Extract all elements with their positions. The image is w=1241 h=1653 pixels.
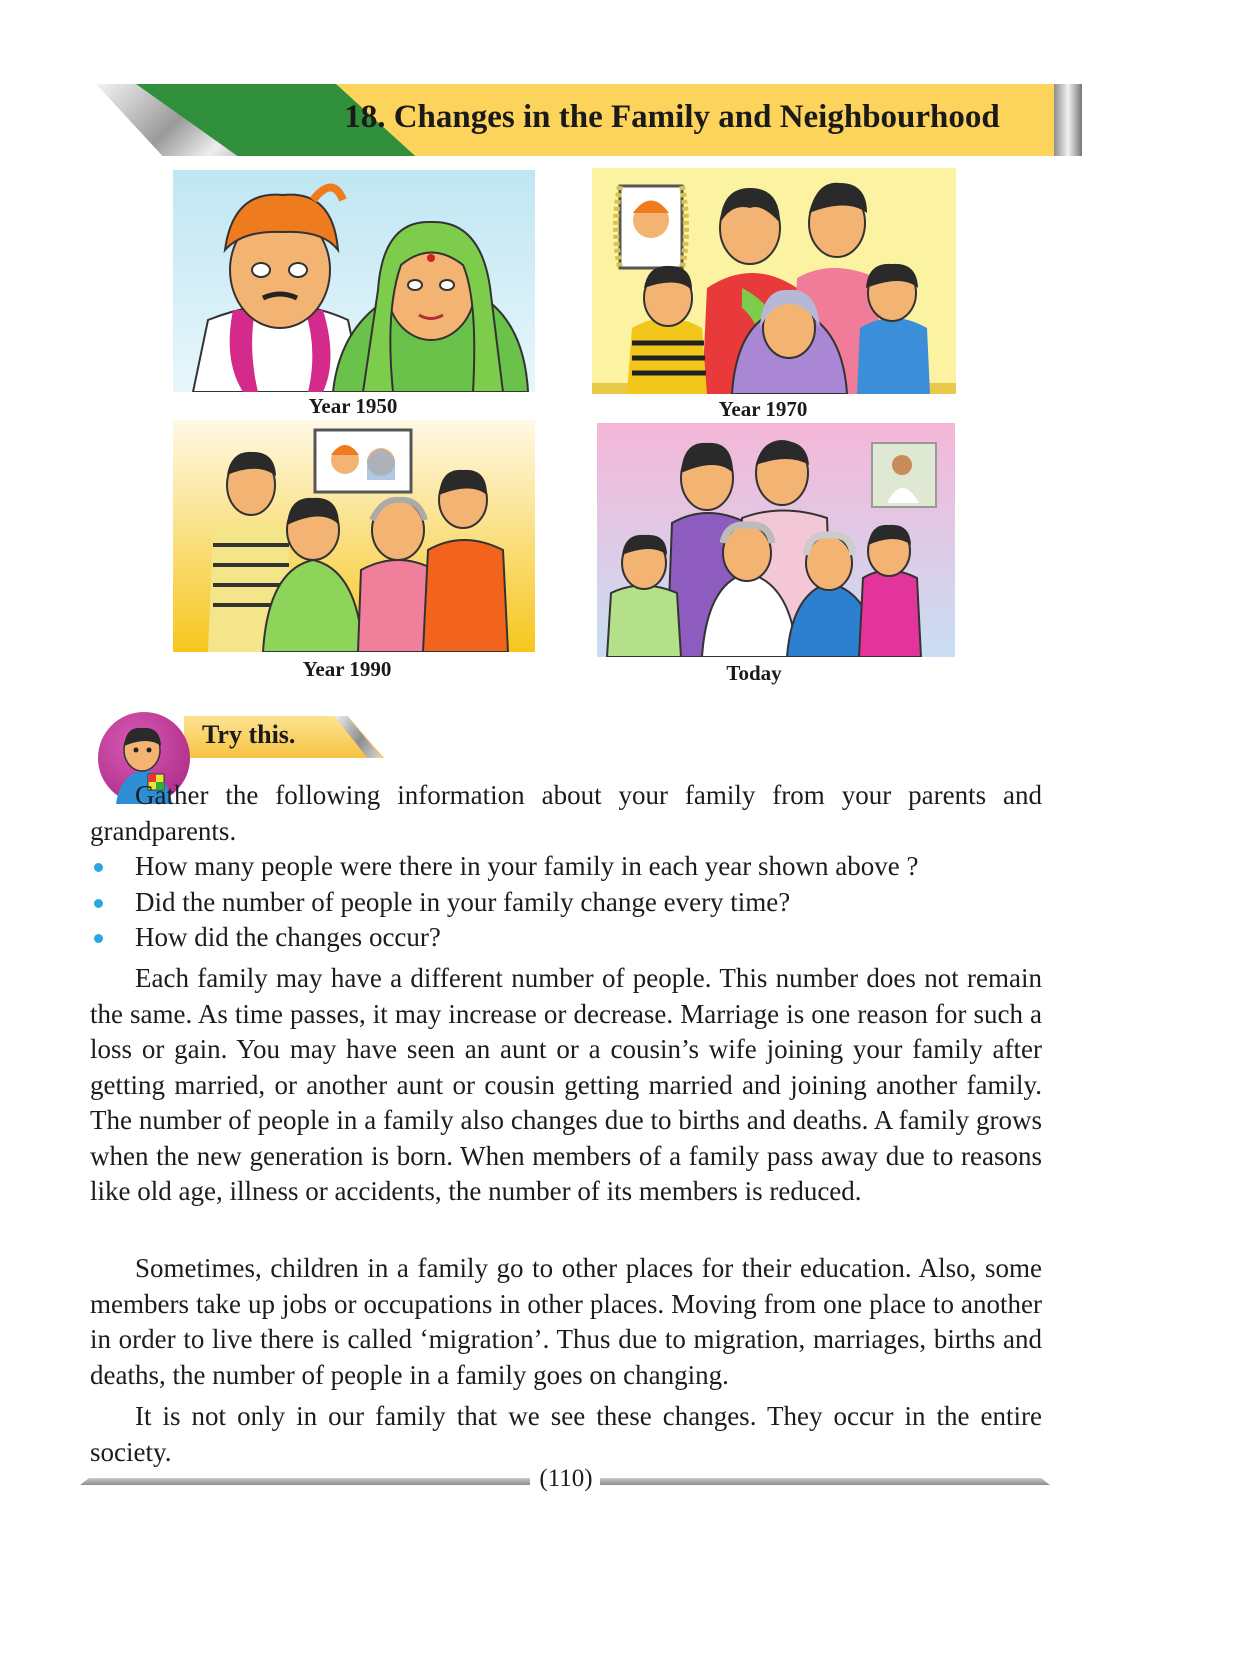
family-illustration-1950 [173, 170, 535, 392]
body-paragraph-1 [90, 961, 1042, 1210]
body-paragraph-3 [90, 1399, 1042, 1470]
footer-rule-right [600, 1478, 1050, 1485]
page-number: (110) [539, 1465, 593, 1492]
banner-chrome-end [1054, 84, 1082, 156]
caption-year-1950: Year 1950 [308, 394, 398, 418]
family-illustration-today [597, 423, 955, 657]
try-this-label: Try this. [202, 720, 296, 749]
question-list [90, 849, 1042, 956]
list-item: How did the changes occur? [90, 920, 1042, 956]
list-item: Did the number of people in your family change every time? [90, 885, 1042, 921]
body-paragraph-2 [90, 1251, 1042, 1393]
caption-today: Today [726, 661, 782, 685]
paragraph-text: Each family may have a different number of people. This number does not remain the same. As time passes, it may increase or decrease. Marriage is one reason for such a loss or gain. You may have seen an aunt or a cousin’s wife joining your family after getting married, or another aunt or cousin getting married and joining another family. The number of people in a family also changes due to births and deaths. A family grows when the new generation is born. When members of a family pass away due to reasons like old age, illness or accidents, the number of its members is reduced. [90, 963, 1042, 1206]
caption-year-1970: Year 1970 [718, 397, 808, 421]
footer-rule-left [80, 1478, 530, 1485]
family-illustration-1990 [173, 420, 535, 652]
try-this-intro: Gather the following information about your family from your parents and grandparents. [90, 780, 1042, 846]
try-this-content [90, 778, 1042, 956]
paragraph-text: Sometimes, children in a family go to other places for their education. Also, some members take up jobs or occupations in other places. Moving from one place to another in order to live there is called ‘migration’. Thus due to migration, marriages, births and deaths, the number of people in a family goes on changing. [90, 1253, 1042, 1390]
caption-year-1990: Year 1990 [302, 657, 392, 681]
list-item: How many people were there in your family in each year shown above ? [90, 849, 1042, 885]
family-illustration-1970 [592, 168, 956, 394]
chapter-title-banner [96, 84, 1082, 156]
paragraph-text: It is not only in our family that we see these changes. They occur in the entire society. [90, 1401, 1042, 1467]
chapter-title: 18. Changes in the Family and Neighbourhood [344, 99, 1000, 135]
